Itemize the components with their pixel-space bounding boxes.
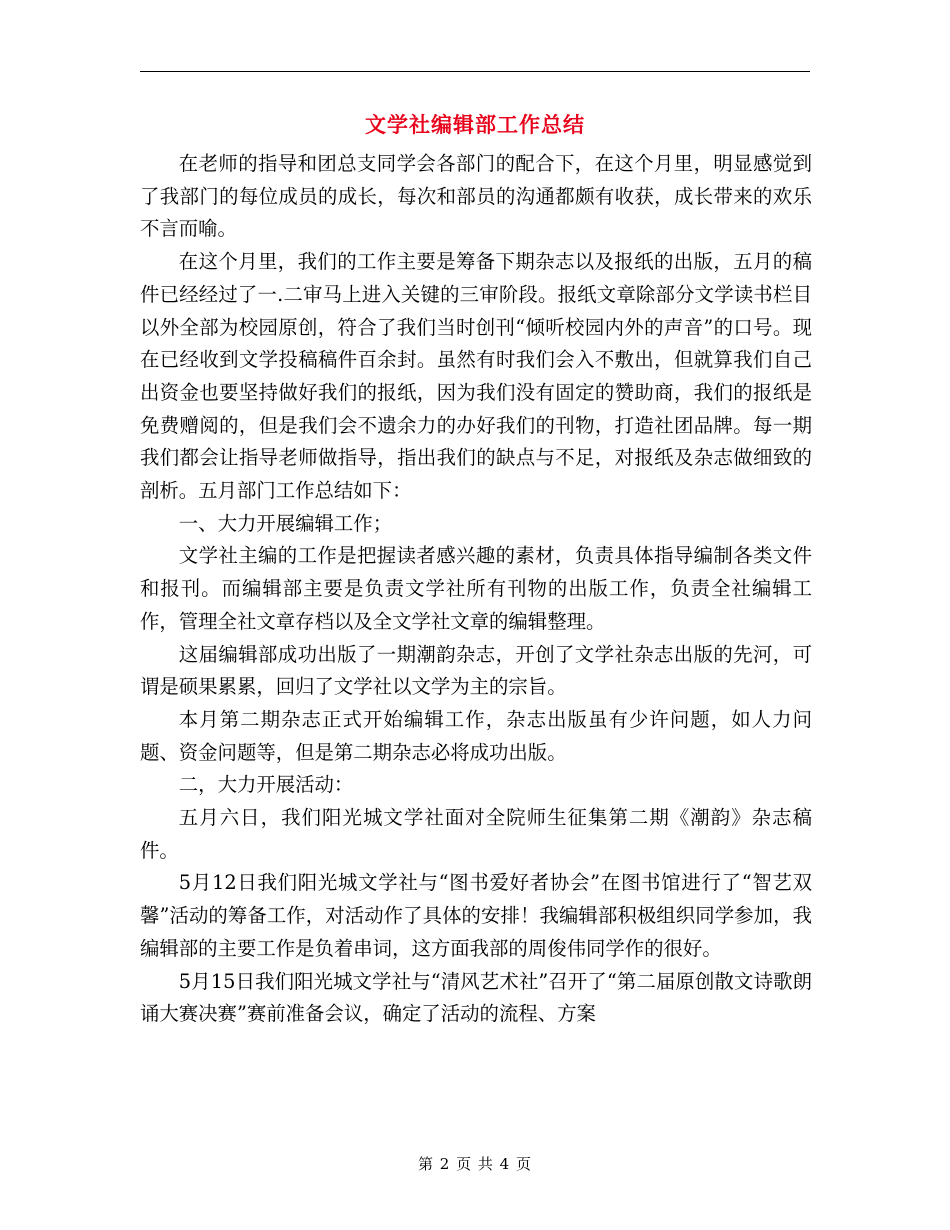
paragraph-monthly-work: 在这个月里，我们的工作主要是筹备下期杂志以及报纸的出版，五月的稿件已经经过了一.二审马上进入关键的三审阶段。报纸文章除部分文学读书栏目以外全部为校园原创，符合了我们当时创刊“倾听校园内外的声音”的口号。现在已经收到文学投稿稿件百余封。虽然有时我们会入不敷出，但就算我们自己出资金也要坚持做好我们的报纸，因为我们没有固定的赞助商，我们的报纸是免费赠阅的，但是我们会不遗余力的办好我们的刊物，打造社团品牌。每一期我们都会让指导老师做指导，指出我们的缺点与不足，对报纸及杂志做细致的剖析。五月部门工作总结如下：	[140, 250, 812, 503]
section-heading-editing: 一、大力开展编辑工作；	[178, 511, 393, 535]
page-footer: 第 2 页 共 4 页	[418, 1155, 532, 1173]
paragraph-editor-duties: 文学社主编的工作是把握读者感兴趣的素材，负责具体指导编制各类文件和报刊。而编辑部主要是负责文学社所有刊物的出版工作，负责全社编辑工作，管理全社文章存档以及全文学社文章的编辑整理。	[140, 544, 812, 633]
document-body	[140, 148, 812, 1031]
paragraph-second-issue: 本月第二期杂志正式开始编辑工作，杂志出版虽有少许问题，如人力问题、资金问题等，但是第二期杂志必将成功出版。	[140, 707, 812, 764]
paragraph-intro: 在老师的指导和团总支同学会各部门的配合下，在这个月里，明显感觉到了我部门的每位成员的成长，每次和部员的沟通都颇有收获，成长带来的欢乐不言而喻。	[140, 152, 812, 241]
paragraph-may-6: 五月六日，我们阳光城文学社面对全院师生征集第二期《潮韵》杂志稿件。	[140, 806, 812, 862]
paragraph-may-12: 5月12日我们阳光城文学社与“图书爱好者协会”在图书馆进行了“智艺双馨”活动的筹备工作，对活动作了具体的安排！我编辑部积极组织同学参加，我编辑部的主要工作是负着串词，这方面我部的周俊伟同学作的很好。	[140, 871, 812, 960]
document-title: 文学社编辑部工作总结	[365, 112, 585, 137]
section-heading-activities: 二，大力开展活动：	[178, 773, 354, 797]
paragraph-first-issue: 这届编辑部成功出版了一期潮韵杂志，开创了文学社杂志出版的先河，可谓是硕果累累，回归了文学社以文学为主的宗旨。	[140, 642, 812, 699]
paragraph-may-15: 5月15日我们阳光城文学社与“清风艺术社”召开了“第二届原创散文诗歌朗诵大赛决赛”赛前准备会议，确定了活动的流程、方案	[140, 969, 812, 1026]
header-rule	[140, 71, 810, 72]
